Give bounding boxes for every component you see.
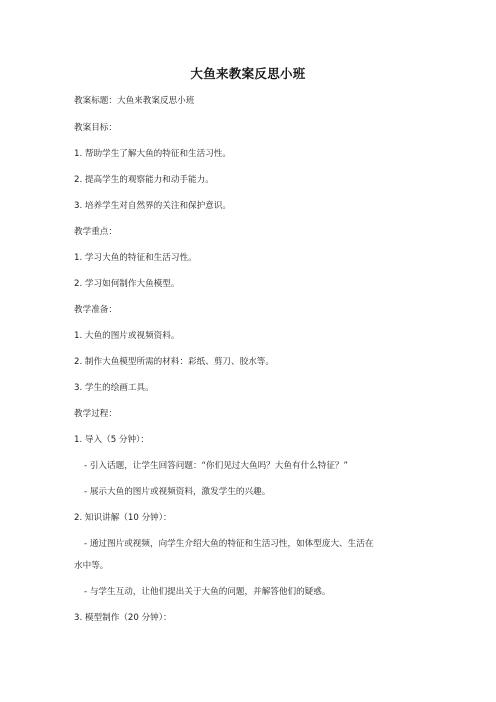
objective-item-3: 3. 培养学生对自然界的关注和保护意识。 [74,201,232,211]
process-step-1-bullet-1: - 引入话题，让学生回答问题：“你们见过大鱼吗？大鱼有什么特征？” [84,461,348,471]
key-point-item-1: 1. 学习大鱼的特征和生活习性。 [74,253,197,263]
process-step-2: 2. 知识讲解（10 分钟）： [74,513,172,523]
objectives-heading: 教案目标： [74,123,117,133]
process-step-2-bullet-2: - 与学生互动，让他们提出关于大鱼的问题，并解答他们的疑惑。 [84,587,331,597]
lesson-title-line: 教案标题：大鱼来教案反思小班 [74,96,195,106]
key-points-heading: 教学重点： [74,227,117,237]
process-step-1-bullet-2: - 展示大鱼的图片或视频资料，激发学生的兴趣。 [84,487,271,497]
process-step-1: 1. 导入（5 分钟）： [74,435,149,445]
preparation-item-3: 3. 学生的绘画工具。 [74,383,154,393]
process-step-2-bullet-1-continued: 水中等。 [74,561,109,571]
document-title: 大鱼来教案反思小班 [190,66,306,81]
preparation-item-1: 1. 大鱼的图片或视频资料。 [74,331,180,341]
process-heading: 教学过程： [74,409,117,419]
key-point-item-2: 2. 学习如何制作大鱼模型。 [74,279,180,289]
preparation-heading: 教学准备： [74,305,117,315]
objective-item-1: 1. 帮助学生了解大鱼的特征和生活习性。 [74,149,232,159]
process-step-2-bullet-1: - 通过图片或视频，向学生介绍大鱼的特征和生活习性，如体型庞大、生活在 [84,539,374,549]
process-step-3: 3. 模型制作（20 分钟）： [74,613,172,623]
objective-item-2: 2. 提高学生的观察能力和动手能力。 [74,175,214,185]
preparation-item-2: 2. 制作大鱼模型所需的材料：彩纸、剪刀、胶水等。 [74,357,274,367]
